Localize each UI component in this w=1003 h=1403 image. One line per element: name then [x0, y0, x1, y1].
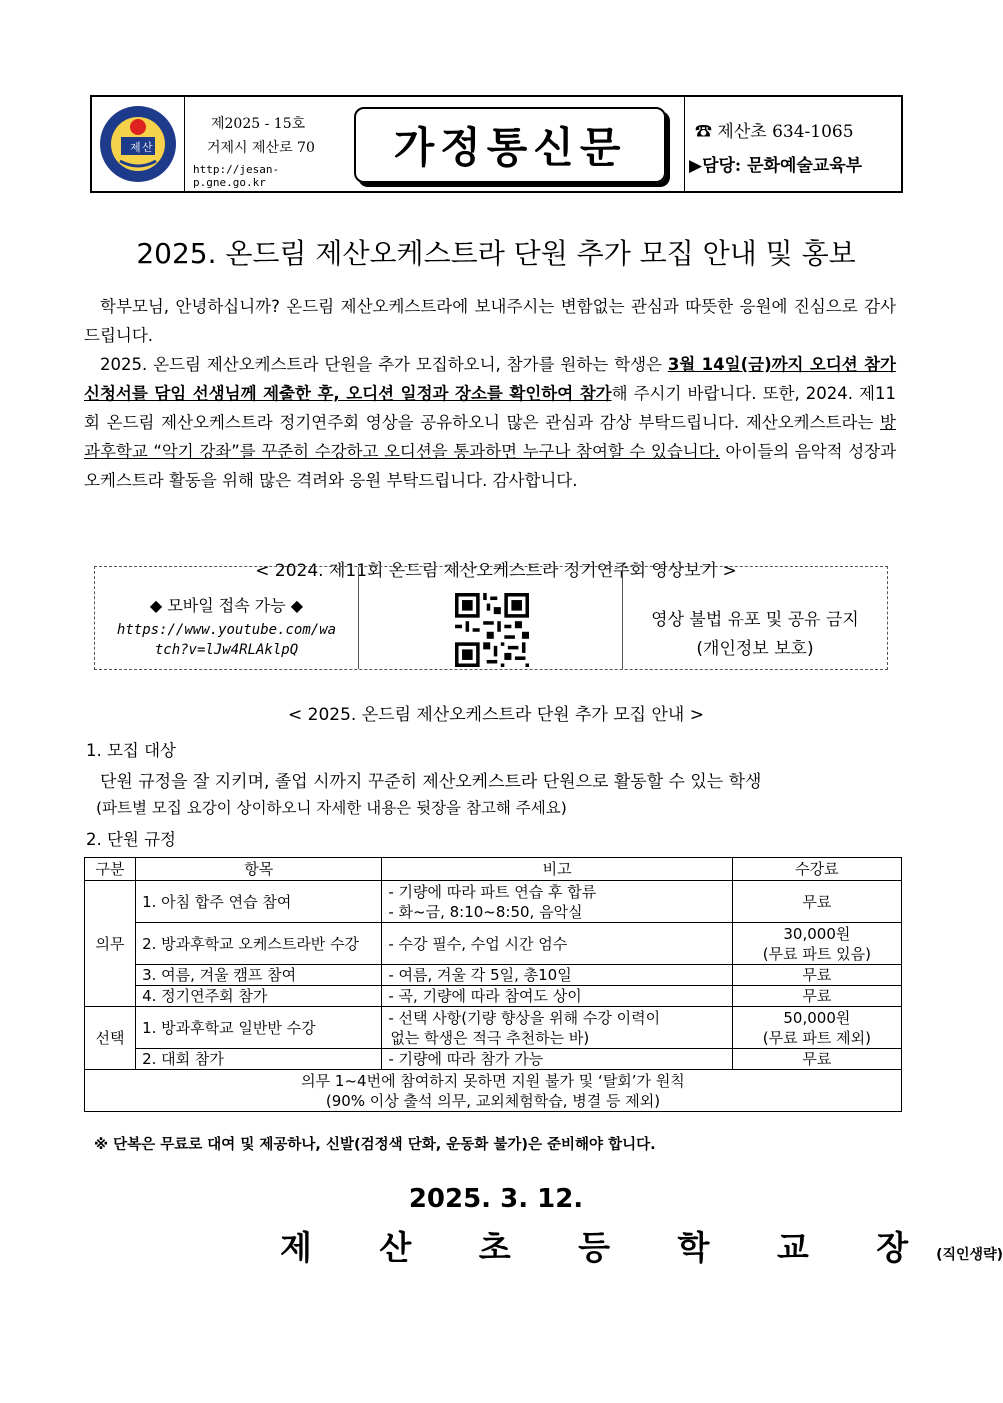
department: ▶담당: 문화예술교육부	[689, 156, 863, 176]
paragraph-text: 아이들의 음악적 성장과 오케스트라 활동을 위해 많은 격려와 응원 부탁드립니다. 감사합니다.	[84, 442, 897, 490]
paragraph-text: 해 주시기 바랍니다. 또한, 2024. 제11회 온드림 제산오케스트라 정기연주회 영상을 공유하오니 많은 관심과 감상 부탁드립니다. 제산오케스트라는	[84, 384, 896, 432]
paragraph-text: 2025. 온드림 제산오케스트라 단원을 추가 모집하오니, 참가를 원하는 학생은	[100, 355, 668, 374]
table-footer-row	[85, 1070, 902, 1112]
group-optional: 선택	[85, 1007, 136, 1070]
note-cell: - 여름, 겨울 각 5일, 총10일	[382, 965, 732, 986]
rules-table	[84, 857, 902, 1112]
table-header-row	[85, 858, 902, 881]
item-cell: 3. 여름, 겨울 캠프 참여	[136, 965, 382, 986]
recruit-caption: < 2025. 온드림 제산오케스트라 단원 추가 모집 안내 >	[288, 705, 704, 725]
main-paragraph	[84, 350, 896, 495]
note-cell: - 기량에 따라 참가 가능	[382, 1049, 732, 1070]
table-row	[85, 923, 902, 965]
target-description: 단원 규정을 잘 지키며, 졸업 시까지 꾸준히 제산오케스트라 단원으로 활동할 수 있는 학생	[100, 772, 762, 792]
item-cell: 1. 방과후학교 일반반 수강	[136, 1007, 382, 1049]
header-category: 구분	[85, 858, 136, 881]
item-cell: 4. 정기연주회 참가	[136, 986, 382, 1007]
header-note: 비고	[382, 858, 732, 881]
note-cell: - 기량에 따라 파트 연습 후 합류 - 화~금, 8:10~8:50, 음악실	[382, 881, 732, 923]
video-warning-cell	[623, 567, 887, 669]
school-logo-cell	[92, 97, 185, 191]
table-row	[85, 965, 902, 986]
note-cell: - 수강 필수, 수업 시간 엄수	[382, 923, 732, 965]
video-link-cell	[95, 567, 359, 669]
issue-date: 2025. 3. 12.	[408, 1184, 584, 1214]
principal-signature: 제 산 초 등 학 교 장(직인생략)	[280, 1228, 1003, 1267]
table-row	[85, 986, 902, 1007]
logo-text: 제	[130, 141, 141, 154]
phone-number: ☎ 제산초 634-1065	[695, 122, 854, 142]
section-target-title: 1. 모집 대상	[86, 741, 176, 760]
header-item: 항목	[136, 858, 382, 881]
section-rules-title: 2. 단원 규정	[86, 830, 176, 849]
school-address: 거제시 제산로 70	[207, 140, 315, 156]
item-cell: 1. 아침 합주 연습 참여	[136, 881, 382, 923]
item-cell: 2. 대회 참가	[136, 1049, 382, 1070]
video-url-line1[interactable]: https://www.youtube.com/wa	[116, 622, 337, 638]
issue-info	[185, 97, 345, 191]
fee-cell: 30,000원 (무료 파트 있음)	[732, 923, 901, 965]
video-url-line2[interactable]: tch?v=lJw4RLAklpQ	[154, 642, 299, 658]
seal-omitted-note: (직인생략)	[936, 1247, 1003, 1263]
eligibility-text: 방과후학교 “악기 강좌”를 꾸준히 수강하고 오디션을 통과하면 누구나 참여할 수 있습니다.	[84, 413, 896, 461]
fee-cell: 무료	[732, 965, 901, 986]
deadline-text: 3월 14일(금)까지 오디션 참가 신청서를 담임 선생님께 제출한 후, 오디션 일정과 장소를 확인하여 참가	[84, 355, 896, 403]
note-cell: - 선택 사항(기량 향상을 위해 수강 이력이 없는 학생은 적극 추천하는 바)	[382, 1007, 732, 1049]
warning-line1: 영상 불법 유포 및 공유 금지	[651, 610, 859, 630]
fee-cell: 무료	[732, 1049, 901, 1070]
contact-info	[684, 97, 901, 191]
warning-line2: (개인정보 보호)	[696, 639, 814, 659]
svg-text:산: 산	[142, 141, 153, 154]
intro-paragraph: 학부모님, 안녕하십니까? 온드림 제산오케스트라에 보내주시는 변함없는 관심과 따뜻한 응원에 진심으로 감사드립니다.	[84, 297, 896, 345]
note-cell: - 곡, 기량에 따라 참여도 상이	[382, 986, 732, 1007]
table-row	[85, 1007, 902, 1049]
page-title: 2025. 온드림 제산오케스트라 단원 추가 모집 안내 및 홍보	[136, 237, 856, 270]
group-required: 의무	[85, 881, 136, 1007]
table-row	[85, 1049, 902, 1070]
target-note: (파트별 모집 요강이 상이하오니 자세한 내용은 뒷장을 참고해 주세요)	[96, 799, 567, 817]
table-row	[85, 881, 902, 923]
header-fee: 수강료	[732, 858, 901, 881]
fee-cell: 50,000원 (무료 파트 제외)	[732, 1007, 901, 1049]
mobile-label: ◆ 모바일 접속 가능 ◆	[149, 596, 304, 615]
fee-cell: 무료	[732, 881, 901, 923]
video-box	[94, 566, 888, 670]
school-logo	[92, 97, 185, 191]
fee-cell: 무료	[732, 986, 901, 1007]
item-cell: 2. 방과후학교 오케스트라반 수강	[136, 923, 382, 965]
school-website-link[interactable]: http://jesan-p.gne.go.kr	[193, 163, 280, 189]
table-footer-cell: 의무 1~4번에 참여하지 못하면 지원 불가 및 ‘탈회’가 원칙 (90% 이상 출석 의무, 교외체험학습, 병결 등 제외)	[85, 1070, 902, 1112]
issue-number: 제2025 - 15호	[211, 116, 306, 132]
uniform-note: ※ 단복은 무료로 대여 및 제공하나, 신발(검정색 단화, 운동화 불가)은 준비해야 합니다.	[94, 1137, 656, 1153]
qr-code-icon[interactable]	[455, 593, 529, 667]
video-caption: < 2024. 제11회 온드림 제산오케스트라 정기연주회 영상보기 >	[0, 556, 992, 581]
newsletter-title: 가정통신문	[354, 107, 666, 183]
newsletter-header	[90, 95, 903, 193]
qr-code-cell	[359, 567, 623, 669]
